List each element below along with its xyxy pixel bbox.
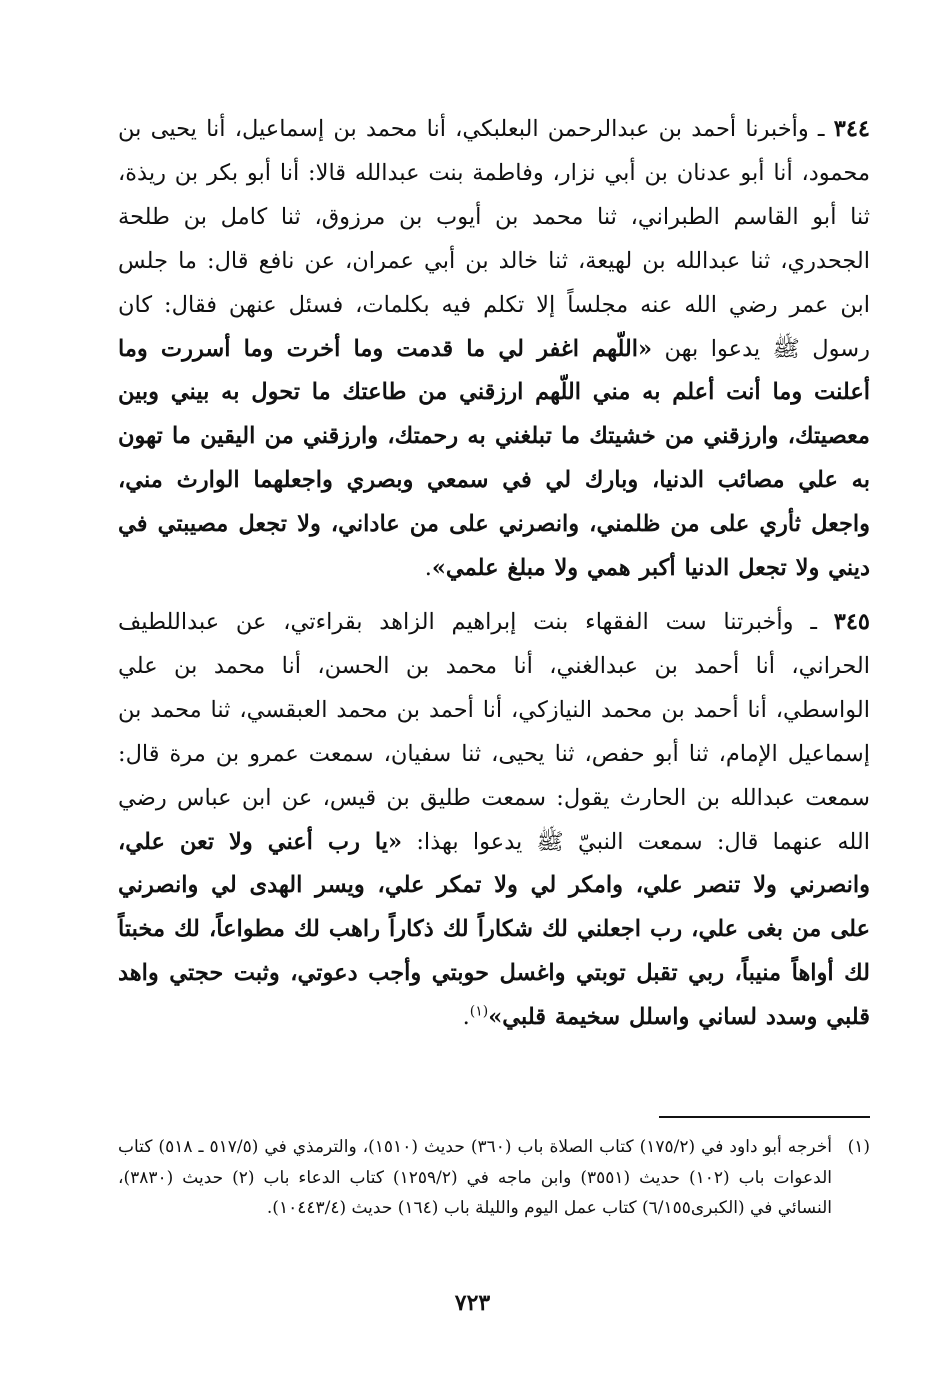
- closing-punctuation: .: [424, 555, 432, 582]
- footnote: [118, 1132, 870, 1224]
- footnote-marker: (١): [847, 1137, 870, 1157]
- closing-punctuation: .: [462, 1004, 470, 1031]
- page-number: ٧٢٣: [454, 1290, 491, 1316]
- hadith-paragraph-345: [118, 601, 870, 1040]
- footnote-divider: [659, 1116, 870, 1118]
- footnote-text: أخرجه أبو داود في (١٧٥/٢) كتاب الصلاة باب (٣٦٠) حديث (١٥١٠)، والترمذي في (٥١٧/٥ ـ ٥١٨) كتاب الدعوات باب (١٠٢) حديث (٣٥٥١) وابن ماجه في (١٢٥٩/٢) كتاب الدعاء باب (٢) حديث (٣٨٣٠)، النسائي في (الكبرى٦/١٥٥) كتاب عمل اليوم والليلة باب (١٦٤) حديث (١٠٤٤٣/٤).: [118, 1137, 833, 1218]
- supplication-text: «اللّهم اغفر لي ما قدمت وما أخرت وما أسررت وما أعلنت وما أنت أعلم به مني اللّهم ارزقني من طاعتك ما تحول به بيني وبين معصيتك، وارزقني من خشيتك ما تبلغني به رحمتك، وارزقني من اليقين ما تهون به علي مصائب الدنيا، وبارك لي في سمعي وبصري واجعلهما الوارث مني، واجعل ثأري على من ظلمني، وانصرني على من عاداني، ولا تجعل مصيبتي في ديني ولا تجعل الدنيا أكبر همي ولا مبلغ علمي»: [118, 335, 870, 582]
- hadith-chain-text: ـ وأخبرتنا ست الفقهاء بنت إبراهيم الزاهد بقراءتي، عن عبداللطيف الحراني، أنا أحمد بن عبدالغني، أنا محمد بن الحسن، أنا محمد بن علي الواسطي، أنا أحمد بن محمد النيازكي، أنا أحمد بن محمد العبقسي، ثنا محمد بن إسماعيل الإمام، ثنا أبو حفص، ثنا يحيى، ثنا سفيان، سمعت عمرو بن مرة قال: سمعت عبدالله بن الحارث يقول: سمعت طليق بن قيس، عن ابن عباس رضي الله عنهما قال: سمعت النبيّ ﷺ يدعوا بهذا:: [118, 608, 870, 855]
- supplication-text: «يا رب أعني ولا تعن علي، وانصرني ولا تنصر علي، وامكر لي ولا تمكر علي، ويسر الهدى لي وانصرني على من بغى علي، رب اجعلني لك شكاراً لك ذكاراً راهب لك مطواعاً، لك مخبتاً لك أواهاً منيباً، ربي تقبل توبتي واغسل حوبتي وأجب دعوتي، وثبت حجتي واهد قلبي وسدد لساني واسلل سخيمة قلبي»: [118, 828, 870, 1031]
- hadith-chain-text: ـ وأخبرنا أحمد بن عبدالرحمن البعلبكي، أنا محمد بن إسماعيل، أنا يحيى بن محمود، أنا أبو عدنان بن أبي نزار، وفاطمة بنت عبدالله قالا: أنا أبو بكر بن ريذة، ثنا أبو القاسم الطبراني، ثنا محمد بن أيوب بن مرزوق، ثنا كامل بن طلحة الجحدري، ثنا عبدالله بن لهيعة، ثنا خالد بن أبي عمران، عن نافع قال: ما جلس ابن عمر رضي الله عنه مجلساً إلا تكلم فيه بكلمات، فسئل عنهن فقال: كان رسول ﷺ يدعوا بهن: [118, 116, 870, 362]
- footnote-reference[interactable]: (١): [469, 1003, 489, 1020]
- hadith-paragraph-344: [118, 108, 870, 591]
- hadith-number: ٣٤٥: [833, 608, 870, 635]
- page-body: [118, 108, 870, 1040]
- hadith-number: ٣٤٤: [833, 116, 870, 142]
